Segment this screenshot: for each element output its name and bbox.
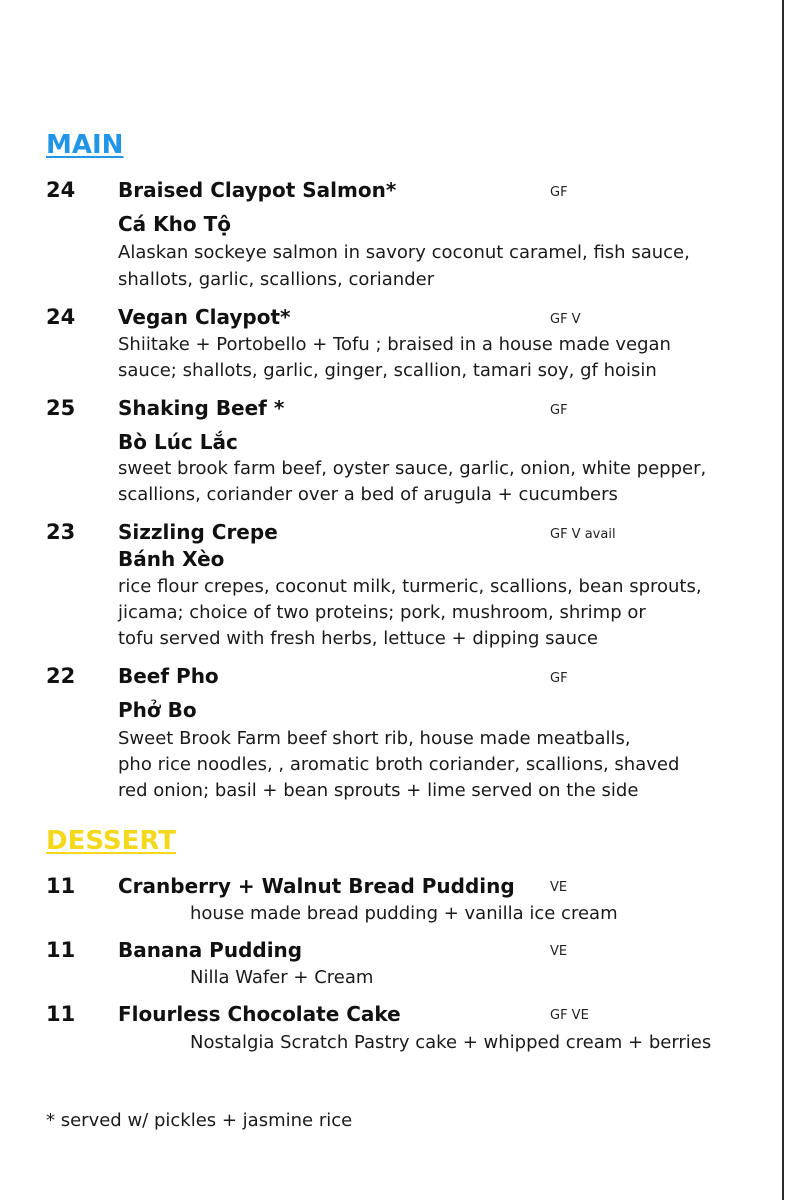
menu-item-name: Shaking Beef * [118,396,285,420]
dessert-item-name: Cranberry + Walnut Bread Pudding [118,874,515,898]
menu-item-price: 25 [46,396,76,420]
dietary-tags: GF VE [550,1008,589,1023]
dessert-item-description: Nilla Wafer + Cream [190,967,374,988]
menu-item-name: Braised Claypot Salmon* [118,178,397,202]
menu-item-vietnamese-name: Phở Bo [118,698,197,722]
dessert-item-description: Nostalgia Scratch Pastry cake + whipped cream + berries [190,1032,712,1053]
menu-item-price: 24 [46,305,76,329]
footnote: * served w/ pickles + jasmine rice [46,1110,353,1131]
dessert-item-price: 11 [46,874,76,898]
dessert-item-name: Banana Pudding [118,938,303,962]
dietary-tags: GF V avail [550,527,616,542]
menu-item-vietnamese-name: Cá Kho Tộ [118,212,231,236]
menu-item-vietnamese-name: Bánh Xèo [118,547,225,571]
menu-item-price: 24 [46,178,76,202]
menu-item-description-line: Sweet Brook Farm beef short rib, house made meatballs, [118,728,631,749]
menu-item-description-line: shallots, garlic, scallions, coriander [118,269,435,290]
dessert-item-description: house made bread pudding + vanilla ice cream [190,903,618,924]
dietary-tags: GF [550,403,568,418]
menu-item-description-line: Alaskan sockeye salmon in savory coconut caramel, fish sauce, [118,242,690,263]
menu-item-name: Beef Pho [118,664,219,688]
menu-item-description-line: tofu served with fresh herbs, lettuce + dipping sauce [118,628,598,649]
dessert-item-price: 11 [46,1002,76,1026]
menu-item-vietnamese-name: Bò Lúc Lắc [118,430,238,454]
menu-item-description-line: jicama; choice of two proteins; pork, mushroom, shrimp or [118,602,646,623]
dessert-item-price: 11 [46,938,76,962]
dietary-tags: GF [550,671,568,686]
menu-item-description-line: rice flour crepes, coconut milk, turmeric, scallions, bean sprouts, [118,576,702,597]
dietary-tags: GF V [550,312,581,327]
menu-item-name: Sizzling Crepe [118,520,278,544]
menu-item-description-line: pho rice noodles, , aromatic broth coriander, scallions, shaved [118,754,680,775]
menu-item-description-line: sweet brook farm beef, oyster sauce, garlic, onion, white pepper, [118,458,707,479]
menu-item-description-line: red onion; basil + bean sprouts + lime served on the side [118,780,639,801]
dietary-tags: VE [550,944,568,959]
dietary-tags: GF [550,185,568,200]
main-section-heading: MAIN [46,130,124,160]
dietary-tags: VE [550,880,568,895]
menu-item-description-line: sauce; shallots, garlic, ginger, scallion, tamari soy, gf hoisin [118,360,657,381]
menu-item-description-line: Shiitake + Portobello + Tofu ; braised in a house made vegan [118,334,671,355]
menu-item-name: Vegan Claypot* [118,305,291,329]
page-edge-divider [782,0,784,1200]
dessert-item-name: Flourless Chocolate Cake [118,1002,401,1026]
menu-item-price: 23 [46,520,76,544]
menu-item-description-line: scallions, coriander over a bed of arugula + cucumbers [118,484,618,505]
menu-item-price: 22 [46,664,76,688]
dessert-section-heading: DESSERT [46,826,176,856]
